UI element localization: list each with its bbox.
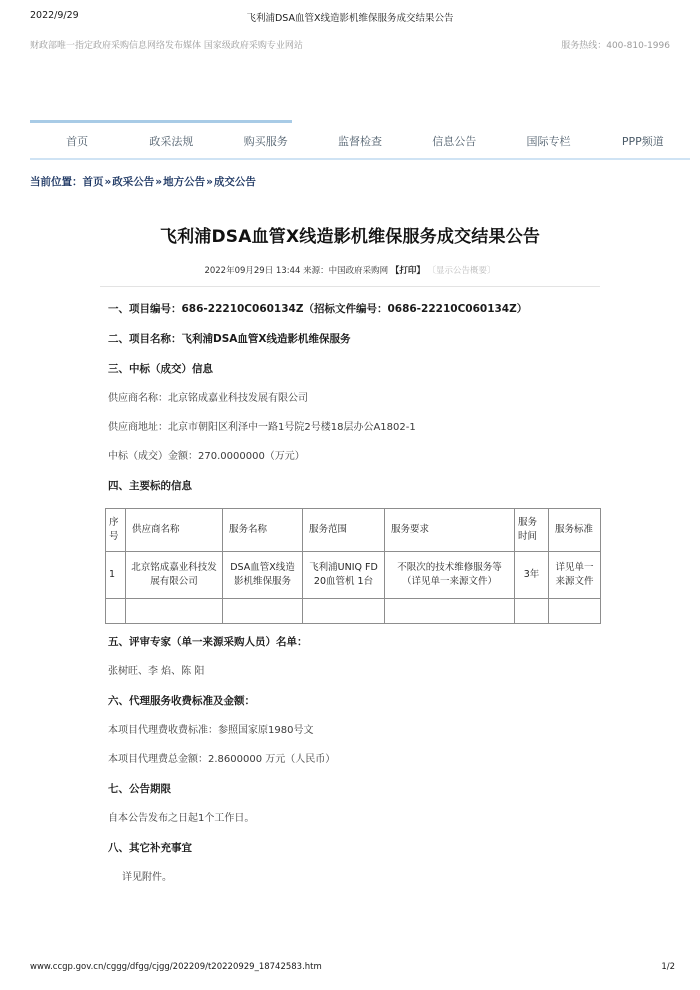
announcement-period-text: 自本公告发布之日起1个工作日。 [108, 813, 255, 824]
section-7-announcement-period-heading: 七、公告期限 [108, 783, 171, 795]
agency-fee-standard: 本项目代理费收费标准：参照国家原1980号文 [108, 725, 314, 736]
table-header-service-time: 服务时间 [515, 509, 549, 552]
cell-service-standard: 详见单一来源文件 [549, 552, 601, 599]
other-matters-text: 详见附件。 [122, 872, 172, 883]
table-header-service-requirement: 服务要求 [385, 509, 515, 552]
cell-index: 1 [106, 552, 126, 599]
table-row [106, 552, 601, 599]
print-header-second-row [30, 38, 670, 54]
breadcrumb-separator: » [155, 176, 163, 188]
section-2-project-name: 二、项目名称：飞利浦DSA血管X线造影机维保服务 [108, 333, 351, 345]
section-1-project-number: 一、项目编号：686-22210C060134Z（招标文件编号：0686-22210C060134Z） [108, 303, 528, 315]
section-5-experts-heading: 五、评审专家（单一来源采购人员）名单： [108, 636, 308, 648]
cell-supplier: 北京铭成嘉业科技发展有限公司 [126, 552, 223, 599]
cell-empty [126, 599, 223, 624]
breadcrumb-separator: » [206, 176, 213, 188]
site-navigation [30, 120, 690, 160]
table-header-index: 序号 [106, 509, 126, 552]
show-summary-button[interactable]: 〔显示公告概要〕 [427, 266, 496, 276]
print-button[interactable]: 【打印】 [390, 266, 425, 276]
publish-datetime: 2022年09月29日 13:44 [204, 266, 301, 276]
cell-empty [223, 599, 303, 624]
page-title: 飞利浦DSA血管X线造影机维保服务成交结果公告 [159, 227, 541, 247]
cell-service-time: 3年 [515, 552, 549, 599]
supplier-name: 供应商名称：北京铭成嘉业科技发展有限公司 [108, 393, 308, 404]
print-footer [30, 962, 675, 976]
nav-item-regulations[interactable]: 政采法规 [149, 134, 194, 148]
print-header-top-row [30, 10, 670, 26]
nav-item-purchase-services[interactable]: 购买服务 [243, 134, 288, 148]
breadcrumb-item-procurement-announcements[interactable]: 政采公告 [112, 176, 155, 188]
section-6-agency-fee-heading: 六、代理服务收费标准及金额： [108, 695, 255, 707]
footer-url: www.ccgp.gov.cn/cggg/dfgg/cjgg/202209/t20220929_18742583.htm [30, 962, 322, 972]
print-header-document-title: 飞利浦DSA血管X线造影机维保服务成交结果公告 [246, 13, 454, 24]
article-body [100, 301, 600, 885]
site-slogan: 财政部唯一指定政府采购信息网络发布媒体 国家级政府采购专业网站 [30, 41, 303, 51]
breadcrumb-item-result-announcements[interactable]: 成交公告 [213, 176, 256, 188]
service-hotline: 服务热线：400-810-1996 [561, 41, 670, 51]
breadcrumb-prefix: 当前位置： [30, 176, 83, 188]
breadcrumb [30, 174, 256, 189]
print-header [0, 0, 700, 62]
nav-item-supervision[interactable]: 监督检查 [337, 134, 382, 148]
nav-item-ppp-channel[interactable]: PPP频道 [621, 134, 664, 148]
nav-bottom-rule [30, 158, 690, 160]
print-header-date: 2022/9/29 [30, 10, 79, 21]
table-row-empty [106, 599, 601, 624]
cell-service-requirement: 不限次的技术维修服务等（详见单一来源文件） [385, 552, 515, 599]
cell-empty [515, 599, 549, 624]
table-header-service-name: 服务名称 [223, 509, 303, 552]
table-header-service-scope: 服务范围 [303, 509, 385, 552]
cell-service-scope: 飞利浦UNIQ FD20血管机 1台 [303, 552, 385, 599]
nav-item-home[interactable]: 首页 [66, 134, 89, 148]
breadcrumb-item-local-announcements[interactable]: 地方公告 [163, 176, 206, 188]
cell-empty [549, 599, 601, 624]
article [100, 225, 600, 899]
section-4-main-subject-heading: 四、主要标的信息 [108, 480, 192, 492]
main-subject-table [105, 508, 601, 624]
article-source: 来源：中国政府采购网 [303, 266, 389, 276]
nav-item-announcements[interactable]: 信息公告 [432, 134, 477, 148]
cell-service-name: DSA血管X线造影机维保服务 [223, 552, 303, 599]
section-3-award-info-heading: 三、中标（成交）信息 [108, 363, 213, 375]
title-divider [100, 286, 600, 287]
footer-page-number: 1/2 [661, 962, 675, 972]
cell-empty [303, 599, 385, 624]
cell-empty [106, 599, 126, 624]
cell-empty [385, 599, 515, 624]
table-header-service-standard: 服务标准 [549, 509, 601, 552]
agency-fee-total: 本项目代理费总金额：2.8600000 万元（人民币） [108, 754, 336, 765]
breadcrumb-separator: » [104, 176, 112, 188]
award-amount: 中标（成交）金额：270.0000000（万元） [108, 451, 305, 462]
table-header-supplier: 供应商名称 [126, 509, 223, 552]
expert-names: 张树旺、李 焰、陈 阳 [108, 666, 205, 677]
breadcrumb-item-home[interactable]: 首页 [82, 176, 104, 188]
supplier-address: 供应商地址：北京市朝阳区利泽中一路1号院2号楼18层办公A1802-1 [108, 422, 416, 433]
section-8-other-matters-heading: 八、其它补充事宜 [108, 842, 192, 854]
nav-item-international[interactable]: 国际专栏 [526, 134, 571, 148]
article-meta [100, 264, 600, 276]
nav-item-list [30, 123, 690, 158]
main-subject-table-wrapper [105, 508, 600, 624]
table-header-row [106, 509, 601, 552]
